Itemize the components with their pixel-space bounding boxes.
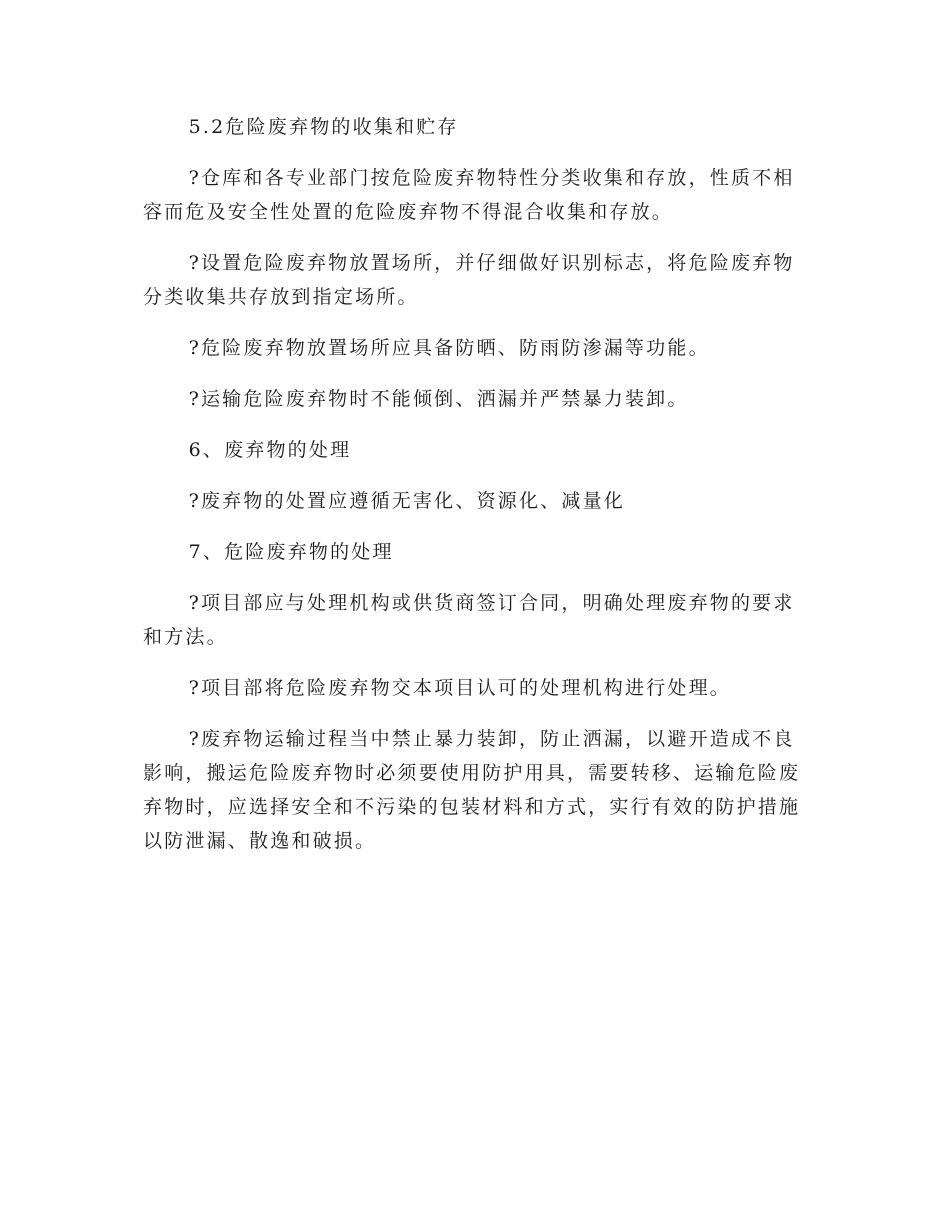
paragraph-handover: ?项目部将危险废弃物交本项目认可的处理机构进行处理。: [188, 677, 731, 699]
paragraph-disposal-principles: ?废弃物的处置应遵循无害化、资源化、减量化: [188, 490, 625, 512]
paragraph-classify-storage: ?仓库和各专业部门按危险废弃物特性分类收集和存放，性质不相容而危及安全性处置的危险废弃物不得混合收集和存放。: [143, 167, 795, 223]
section-heading-6: 6、废弃物的处理: [188, 439, 352, 461]
paragraph-storage-site: ?设置危险废弃物放置场所，并仔细做好识别标志，将危险废弃物分类收集共存放到指定场所。: [143, 252, 795, 308]
section-heading-5-2: 5.2危险废弃物的收集和贮存: [188, 116, 459, 138]
section-heading-7: 7、危险废弃物的处理: [188, 541, 394, 563]
paragraph-transport-protection: ?废弃物运输过程当中禁止暴力装卸，防止洒漏，以避开造成不良影响，搬运危险废弃物时必须要使用防护用具，需要转移、运输危险废弃物时，应选择安全和不污染的包装材料和方式，实行有效的防护措施以防泄漏、散逸和破损。: [143, 728, 801, 852]
document-body: [143, 110, 803, 875]
paragraph-site-requirements: ?危险废弃物放置场所应具备防晒、防雨防渗漏等功能。: [188, 337, 710, 359]
paragraph-contract: ?项目部应与处理机构或供货商签订合同，明确处理废弃物的要求和方法。: [143, 592, 795, 648]
paragraph-transport-rules: ?运输危险废弃物时不能倾倒、洒漏并严禁暴力装卸。: [188, 388, 689, 410]
